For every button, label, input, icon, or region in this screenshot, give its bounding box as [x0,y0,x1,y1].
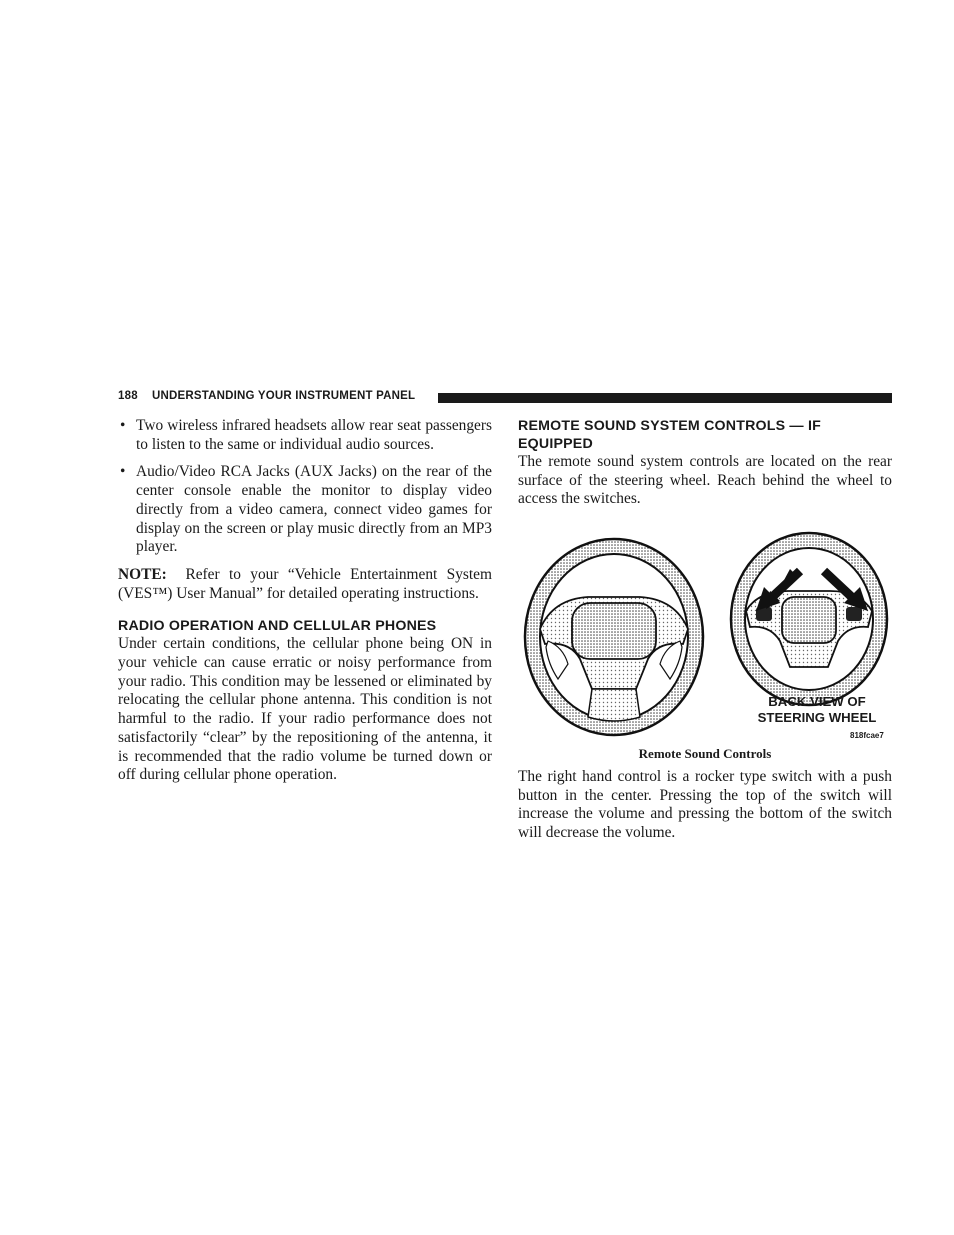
page-header [118,389,892,405]
bullet-text: Audio/Video RCA Jacks (AUX Jacks) on the rear of the center console enable the monitor to display video directly from a video camera, connect video games for display on the screen or play music directly from an MP3 player. [136,463,492,556]
figure-label-line1: BACK VIEW OF [768,694,866,710]
bullet-icon: • [120,463,126,481]
note-paragraph [118,566,492,603]
remote-body-paragraph: The right hand control is a rocker type switch with a push button in the center. Pressing the top of the switch will increase the volume and pressing the bottom of the switch will decrease the volume. [518,767,892,841]
page-number: 188 [118,390,138,402]
figure-label [742,694,892,726]
bullet-item [118,463,492,557]
remote-controls-heading: REMOTE SOUND SYSTEM CONTROLS — IF EQUIPPED [518,418,821,452]
header-rule-bar [438,393,892,403]
bullet-icon: • [120,417,126,434]
bullet-text: Two wireless infrared headsets allow rear seat passengers to listen to the same or individual audio sources. [136,417,492,453]
steering-wheel-figure [518,529,892,739]
section-title: UNDERSTANDING YOUR INSTRUMENT PANEL [152,390,416,402]
radio-heading: RADIO OPERATION AND CELLULAR PHONES [118,618,437,635]
figure-caption: Remote Sound Controls [638,746,772,762]
right-column [518,417,892,843]
radio-paragraph: Under certain conditions, the cellular phone being ON in your vehicle can cause erratic or noisy performance from your radio. This condition may be lessened or eliminated by relocating the cellular phone antenna. This condition is not harmful to the radio. If your radio performance does not satisfactorily “clear” by the repositioning of the antenna, it is recommended that the radio volume be turned down or off during cellular phone operation. [118,635,492,784]
front-steering-wheel [525,539,703,735]
left-column [118,417,492,785]
figure-code: 818fcae7 [850,731,884,741]
note-label: NOTE: [118,565,167,583]
figure-label-line2: STEERING WHEEL [757,710,877,726]
remote-intro-paragraph: The remote sound system controls are located on the rear surface of the steering wheel. Reach behind the wheel to access the switches. [518,453,892,508]
note-text: Refer to your “Vehicle Entertainment System (VES™) User Manual” for detailed operating instructions. [118,565,492,602]
back-steering-wheel [731,533,887,705]
bullet-item [118,417,492,454]
